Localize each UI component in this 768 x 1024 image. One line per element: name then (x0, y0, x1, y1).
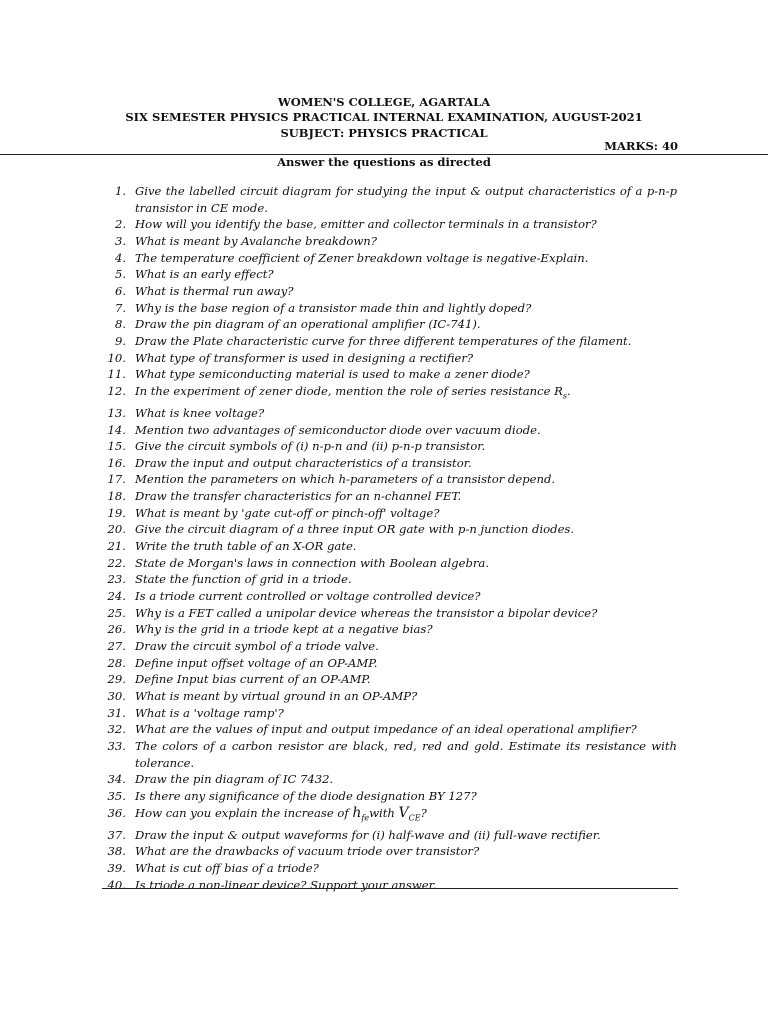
question-item (100, 788, 677, 805)
question-text: Draw the input & output waveforms for (i) half-wave and (ii) full-wave rectifier. (135, 827, 601, 842)
question-item (100, 216, 677, 233)
question-text-part: ? (420, 805, 427, 820)
question-list (100, 183, 677, 893)
question-text: The temperature coefficient of Zener breakdown voltage is negative-Explain. (135, 250, 589, 265)
question-text: Draw the circuit symbol of a triode valve. (135, 639, 379, 654)
question-item (100, 383, 677, 405)
question-item (100, 183, 677, 216)
question-item (100, 521, 677, 538)
college-name: WOMEN'S COLLEGE, AGARTALA (277, 95, 491, 109)
question-item (100, 333, 677, 350)
footer-divider (102, 888, 678, 889)
question-item (100, 805, 677, 827)
question-item (100, 771, 677, 788)
exam-title: SIX SEMESTER PHYSICS PRACTICAL INTERNAL EXAMINATION, AUGUST-2021 (125, 110, 643, 124)
question-text-part: In the experiment of zener diode, mention the role of series resistance R (135, 383, 563, 398)
question-text: The colors of a carbon resistor are black, red, red and gold. Estimate its resistance with tolerance. (135, 738, 677, 770)
question-text (135, 805, 677, 827)
total-marks: MARKS: 40 (604, 139, 678, 153)
question-number: 19. (107, 505, 126, 520)
question-item (100, 422, 677, 439)
question-text: What is cut off bias of a triode? (135, 860, 319, 875)
question-text: What type semiconducting material is used to make a zener diode? (135, 367, 530, 382)
question-text: Why is the grid in a triode kept at a negative bias? (135, 622, 433, 637)
question-number: 17. (107, 472, 126, 487)
question-text: What is meant by virtual ground in an OP-AMP? (135, 689, 418, 703)
question-number: 16. (107, 455, 126, 470)
question-number: 35. (107, 788, 126, 803)
question-number: 3. (114, 233, 126, 248)
question-item (100, 721, 677, 738)
question-item (100, 250, 677, 267)
question-item (100, 688, 677, 705)
question-number: 38. (107, 844, 126, 859)
question-text: What is knee voltage? (135, 405, 265, 420)
subscript: CE (408, 812, 421, 822)
question-number: 12. (107, 383, 126, 398)
question-item (100, 283, 677, 300)
question-item (100, 655, 677, 672)
question-number: 8. (114, 317, 126, 332)
question-text: Is a triode current controlled or voltage controlled device? (135, 589, 481, 604)
question-number: 23. (107, 572, 126, 587)
question-text: Draw the input and output characteristics of a transistor. (135, 455, 472, 470)
question-text: Give the labelled circuit diagram for studying the input & output characteristics of a p-n-p transistor in CE mode. (135, 184, 677, 215)
question-text: What is a 'voltage ramp'? (135, 705, 284, 720)
question-text: Is triode a non-linear device? Support your answer. (135, 877, 437, 892)
question-item (100, 233, 677, 250)
question-text: What is meant by 'gate cut-off or pinch-off' voltage? (135, 505, 440, 520)
question-number: 15. (107, 439, 126, 454)
question-number: 40. (107, 877, 126, 892)
question-number: 28. (107, 655, 126, 670)
question-number: 6. (114, 283, 126, 298)
question-text: Draw the Plate characteristic curve for three different temperatures of the filament. (135, 333, 632, 348)
question-item (100, 638, 677, 655)
question-item (100, 471, 677, 488)
question-number: 2. (114, 217, 126, 232)
question-text: What are the values of input and output impedance of an ideal operational amplifier? (135, 722, 637, 737)
question-item (100, 316, 677, 333)
question-number: 18. (107, 489, 126, 504)
subscript: s (562, 391, 567, 401)
instructions: Answer the questions as directed (277, 155, 491, 169)
question-item (100, 738, 677, 771)
question-item (100, 538, 677, 555)
question-number: 29. (107, 672, 126, 687)
subject-title: SUBJECT: PHYSICS PRACTICAL (280, 126, 488, 140)
question-item (100, 843, 677, 860)
question-item (100, 366, 677, 383)
question-number: 25. (107, 605, 126, 620)
question-text: What is thermal run away? (135, 283, 294, 298)
question-item (100, 860, 677, 877)
question-text: Give the circuit diagram of a three input OR gate with p-n junction diodes. (135, 522, 575, 537)
question-text: How will you identify the base, emitter and collector terminals in a transistor? (135, 217, 597, 232)
symbol-v: V (398, 804, 409, 821)
question-text: Mention the parameters on which h-parameters of a transistor depend. (135, 472, 556, 487)
question-text: What are the drawbacks of vacuum triode over transistor? (135, 844, 480, 859)
question-number: 27. (107, 639, 126, 654)
question-item (100, 555, 677, 572)
question-item (100, 488, 677, 505)
question-number: 20. (107, 522, 126, 537)
question-item (100, 621, 677, 638)
question-text: Draw the pin diagram of an operational amplifier (IC-741). (135, 317, 481, 332)
question-item (100, 588, 677, 605)
symbol-h: h (352, 804, 362, 821)
question-item (100, 300, 677, 317)
question-number: 30. (107, 689, 126, 703)
question-number: 33. (107, 738, 126, 753)
question-number: 1. (114, 184, 126, 198)
question-text: Give the circuit symbols of (i) n-p-n and (ii) p-n-p transistor. (135, 439, 486, 454)
question-text: Is there any significance of the diode designation BY 127? (135, 788, 477, 803)
question-number: 22. (107, 555, 126, 570)
question-text: What is meant by Avalanche breakdown? (135, 233, 377, 248)
question-number: 39. (107, 860, 126, 875)
question-text: What type of transformer is used in designing a rectifier? (135, 350, 474, 365)
question-item (100, 455, 677, 472)
question-number: 7. (114, 300, 126, 315)
question-text-part: with (369, 805, 399, 820)
question-text: Define Input bias current of an OP-AMP. (135, 672, 371, 687)
question-item (100, 505, 677, 522)
question-text: Why is the base region of a transistor made thin and lightly doped? (135, 300, 532, 315)
question-text: Why is a FET called a unipolar device whereas the transistor a bipolar device? (135, 605, 598, 620)
subscript: fe (361, 812, 370, 822)
question-item (100, 405, 677, 422)
question-item (100, 705, 677, 722)
question-number: 31. (107, 705, 126, 720)
question-number: 37. (107, 827, 126, 842)
question-item (100, 350, 677, 367)
question-number: 26. (107, 622, 126, 637)
question-item (100, 605, 677, 622)
question-text-part: . (566, 383, 571, 398)
question-item (100, 877, 677, 894)
question-number: 5. (114, 267, 126, 282)
question-number: 34. (107, 772, 126, 787)
question-item (100, 671, 677, 688)
question-text: Define input offset voltage of an OP-AMP. (135, 655, 378, 670)
question-item (100, 438, 677, 455)
question-number: 36. (107, 805, 126, 820)
question-text: State the function of grid in a triode. (135, 572, 352, 587)
question-number: 10. (107, 350, 126, 365)
question-number: 9. (114, 333, 126, 348)
question-text (135, 383, 677, 405)
question-text: What is an early effect? (135, 267, 274, 282)
question-text: Draw the transfer characteristics for an n-channel FET. (135, 489, 462, 504)
question-number: 32. (107, 722, 126, 737)
question-item (100, 571, 677, 588)
question-number: 11. (107, 367, 126, 382)
question-text: Draw the pin diagram of IC 7432. (135, 772, 334, 787)
question-text: Mention two advantages of semiconductor diode over vacuum diode. (135, 422, 541, 437)
question-number: 13. (107, 405, 126, 420)
question-text-part: How can you explain the increase of (135, 805, 353, 820)
question-number: 21. (107, 539, 126, 554)
question-item (100, 827, 677, 844)
question-text: State de Morgan's laws in connection with Boolean algebra. (135, 555, 490, 570)
question-number: 24. (107, 589, 126, 604)
question-number: 4. (114, 250, 126, 265)
question-number: 14. (107, 422, 126, 437)
question-item (100, 266, 677, 283)
question-text: Write the truth table of an X-OR gate. (135, 539, 357, 554)
